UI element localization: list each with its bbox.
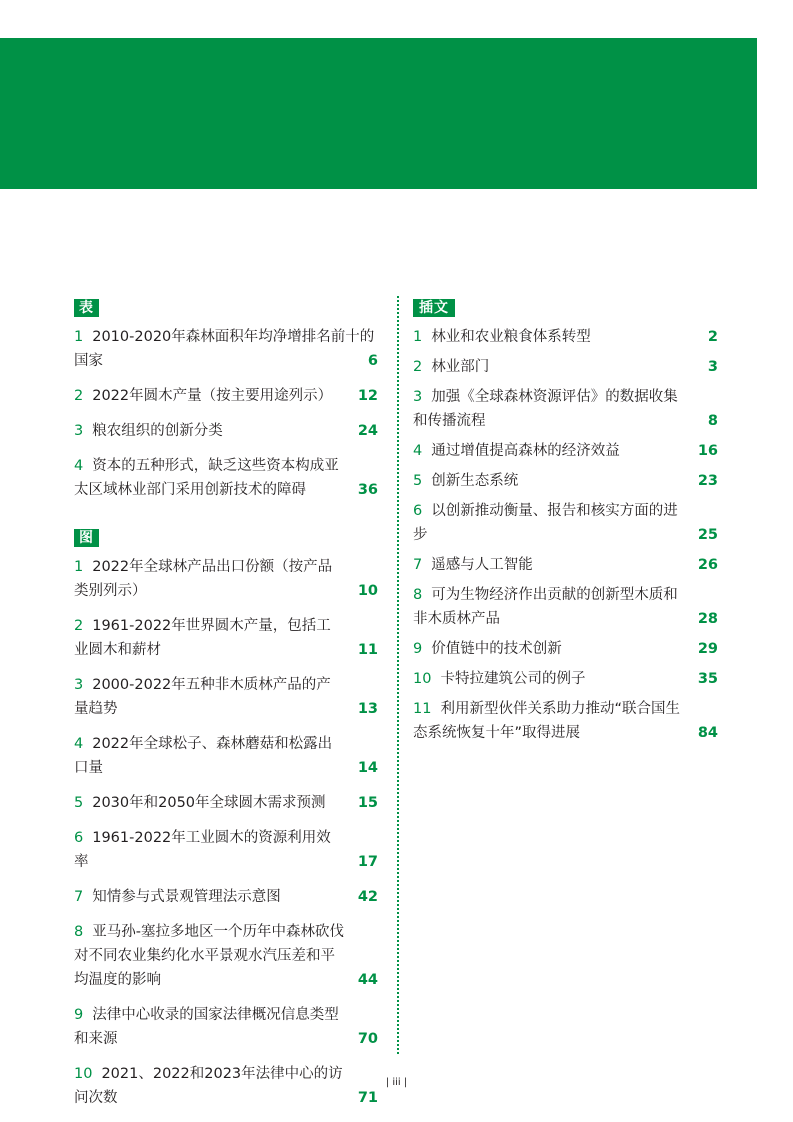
entry-number: 6 [413, 503, 423, 519]
column-divider [397, 296, 399, 1054]
tables-section-label: 表 [74, 299, 99, 317]
header-banner [0, 38, 757, 189]
list-item[interactable] [74, 885, 378, 909]
list-item[interactable] [74, 384, 378, 408]
entry-page: 12 [357, 388, 378, 404]
entry-page: 13 [357, 701, 378, 717]
entry-number: 8 [413, 587, 423, 603]
entry-title: 2030年和2050年全球圆木需求预测 [92, 795, 326, 811]
entry-number: 9 [413, 641, 423, 657]
entry-page: 36 [357, 482, 378, 498]
list-item[interactable] [413, 499, 718, 547]
list-item[interactable] [74, 614, 378, 662]
entry-number: 2 [74, 618, 84, 634]
list-item[interactable] [413, 325, 718, 349]
entry-title: 2021、2022和2023年法律中心的访问次数 [74, 1066, 343, 1106]
entry-page: 10 [357, 583, 378, 599]
entry-number: 8 [74, 924, 84, 940]
entry-title: 遥感与人工智能 [431, 557, 533, 573]
entry-number: 6 [74, 830, 84, 846]
entry-page: 84 [697, 725, 718, 741]
list-item[interactable] [413, 667, 718, 691]
entry-title: 2022年全球松子、森林蘑菇和松露出口量 [74, 736, 333, 776]
entry-title: 利用新型伙伴关系助力推动“联合国生态系统恢复十年”取得进展 [413, 701, 680, 741]
figures-section-label: 图 [74, 529, 99, 547]
boxes-list [413, 325, 718, 745]
list-item[interactable] [74, 325, 378, 373]
entry-title: 2022年全球林产品出口份额（按产品类别列示） [74, 559, 333, 599]
entry-page: 28 [697, 611, 718, 627]
entry-number: 4 [413, 443, 423, 459]
entry-page: 2 [707, 329, 718, 345]
boxes-section-label: 插文 [413, 299, 455, 317]
entry-title: 粮农组织的创新分类 [92, 423, 223, 439]
entry-page: 15 [357, 795, 378, 811]
entry-page: 44 [357, 972, 378, 988]
entry-page: 71 [357, 1090, 378, 1106]
list-item[interactable] [74, 791, 378, 815]
list-item[interactable] [413, 553, 718, 577]
entry-number: 7 [413, 557, 423, 573]
entry-number: 1 [74, 559, 84, 575]
entry-title: 卡特拉建筑公司的例子 [440, 671, 586, 687]
list-item[interactable] [413, 637, 718, 661]
entry-page: 3 [707, 359, 718, 375]
list-item[interactable] [413, 355, 718, 379]
entry-title: 以创新推动衡量、报告和核实方面的进步 [413, 503, 678, 543]
entry-page: 6 [367, 353, 378, 369]
entry-page: 25 [697, 527, 718, 543]
entry-number: 4 [74, 458, 84, 474]
entry-title: 资本的五种形式，缺乏这些资本构成亚太区域林业部门采用创新技术的障碍 [74, 458, 339, 498]
entry-title: 1961-2022年世界圆木产量，包括工业圆木和薪材 [74, 618, 331, 658]
entry-number: 3 [413, 389, 423, 405]
entry-number: 4 [74, 736, 84, 752]
figures-list [74, 555, 378, 1110]
list-item[interactable] [413, 439, 718, 463]
entry-title: 林业和农业粮食体系转型 [431, 329, 591, 345]
entry-title: 法律中心收录的国家法律概况信息类型和来源 [74, 1007, 339, 1047]
entry-number: 9 [74, 1007, 84, 1023]
entry-page: 8 [707, 413, 718, 429]
entry-page: 35 [697, 671, 718, 687]
entry-title: 知情参与式景观管理法示意图 [92, 889, 281, 905]
entry-number: 3 [74, 423, 84, 439]
entry-title: 2000-2022年五种非木质林产品的产量趋势 [74, 677, 331, 717]
page-number: | iii | [385, 1077, 408, 1088]
entry-number: 7 [74, 889, 84, 905]
tables-list [74, 325, 378, 502]
list-item[interactable] [74, 555, 378, 603]
entry-number: 11 [413, 701, 432, 717]
list-item[interactable] [74, 673, 378, 721]
list-item[interactable] [74, 826, 378, 874]
entry-title: 创新生态系统 [431, 473, 519, 489]
entry-page: 16 [697, 443, 718, 459]
entry-number: 5 [74, 795, 84, 811]
list-item[interactable] [74, 1003, 378, 1051]
right-column [413, 297, 718, 751]
entry-page: 70 [357, 1031, 378, 1047]
entry-number: 2 [413, 359, 423, 375]
entry-page: 23 [697, 473, 718, 489]
left-column [74, 297, 378, 1121]
entry-number: 3 [74, 677, 84, 693]
entry-page: 11 [357, 642, 378, 658]
entry-page: 29 [697, 641, 718, 657]
entry-number: 1 [74, 329, 84, 345]
entry-number: 5 [413, 473, 423, 489]
entry-title: 2022年圆木产量（按主要用途列示） [92, 388, 333, 404]
entry-number: 2 [74, 388, 84, 404]
entry-page: 24 [357, 423, 378, 439]
entry-title: 亚马孙-塞拉多地区一个历年中森林砍伐对不同农业集约化水平景观水汽压差和平均温度的影响 [74, 924, 344, 988]
entry-number: 10 [413, 671, 432, 687]
list-item[interactable] [413, 583, 718, 631]
list-item[interactable] [74, 454, 378, 502]
entry-page: 26 [697, 557, 718, 573]
entry-page: 17 [357, 854, 378, 870]
list-item[interactable] [74, 920, 378, 992]
entry-title: 价值链中的技术创新 [431, 641, 562, 657]
entry-page: 42 [357, 889, 378, 905]
entry-title: 加强《全球森林资源评估》的数据收集和传播流程 [413, 389, 678, 429]
entry-title: 2010-2020年森林面积年均净增排名前十的国家 [74, 329, 375, 369]
list-item[interactable] [74, 419, 378, 443]
entry-title: 通过增值提高森林的经济效益 [431, 443, 620, 459]
entry-title: 林业部门 [431, 359, 490, 375]
entry-title: 1961-2022年工业圆木的资源利用效率 [74, 830, 331, 870]
entry-page: 14 [357, 760, 378, 776]
list-item[interactable] [413, 697, 718, 745]
list-item[interactable] [413, 385, 718, 433]
entry-number: 10 [74, 1066, 93, 1082]
entry-number: 1 [413, 329, 423, 345]
list-item[interactable] [74, 732, 378, 780]
entry-title: 可为生物经济作出贡献的创新型木质和非木质林产品 [413, 587, 678, 627]
list-item[interactable] [413, 469, 718, 493]
